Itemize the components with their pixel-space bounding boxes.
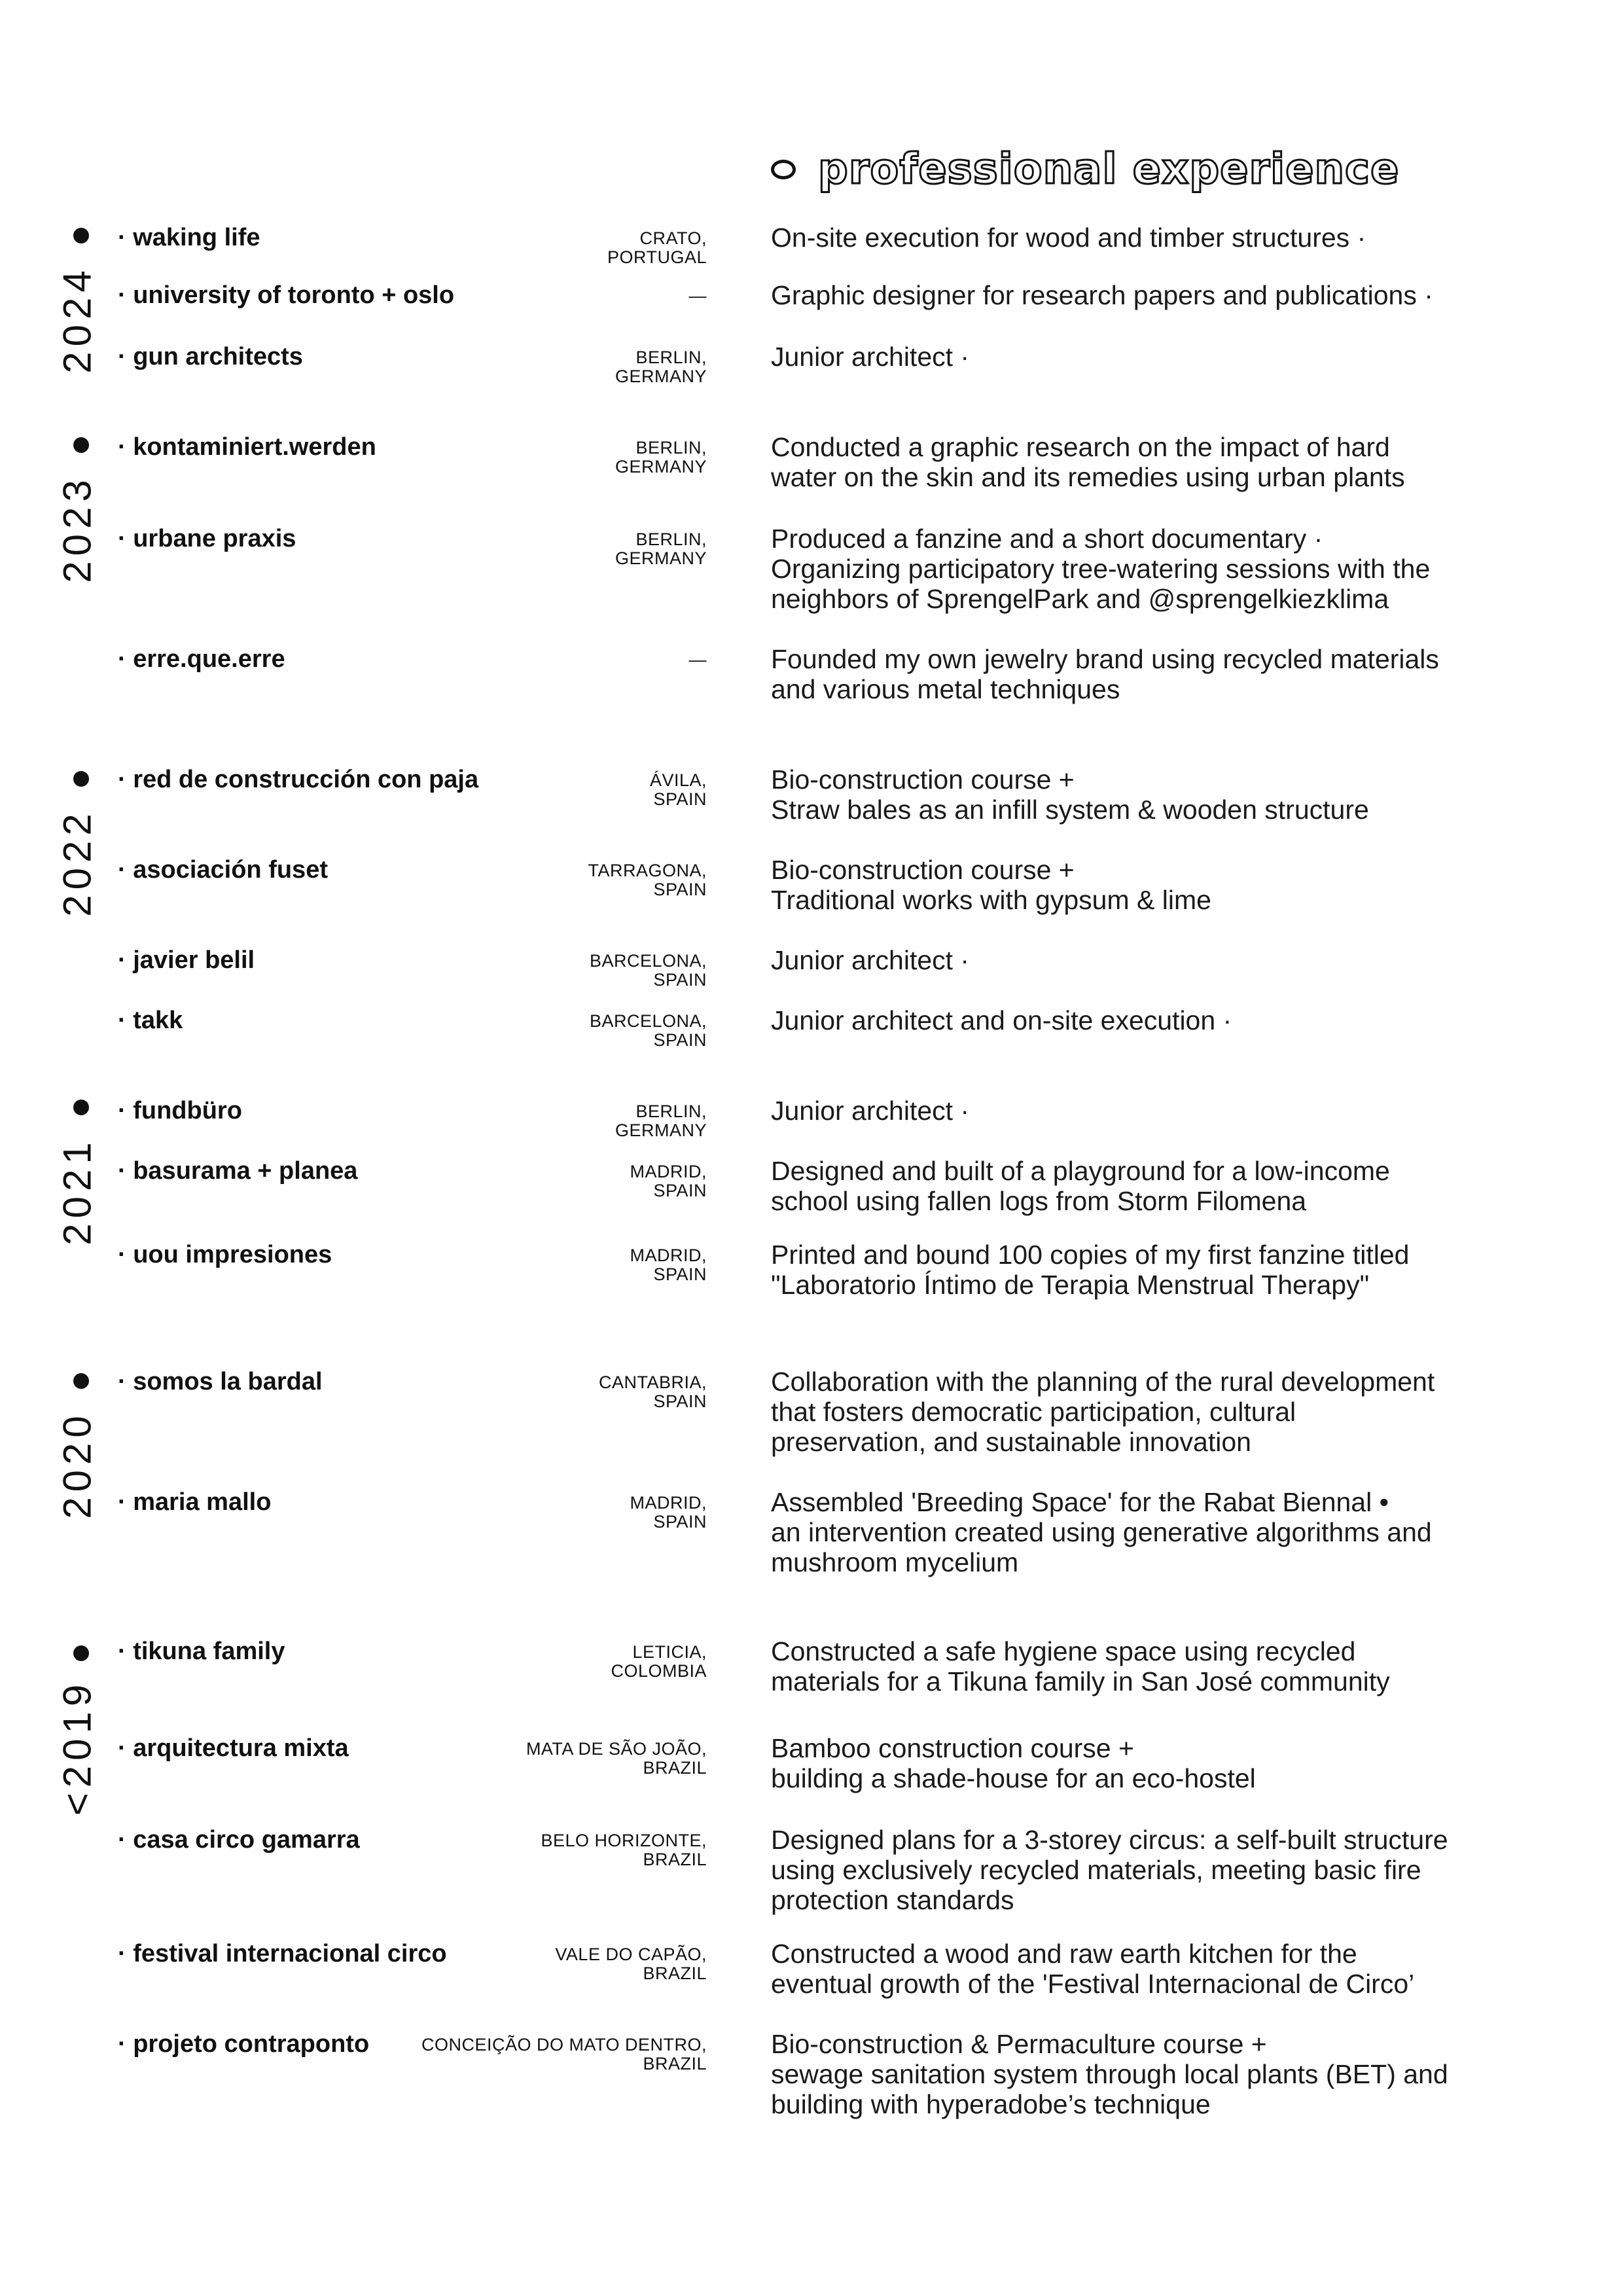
description: Constructed a safe hygiene space using recycled materials for a Tikuna family in San José community <box>771 1636 1390 1696</box>
location: BERLIN, GERMANY <box>615 348 707 386</box>
section-title: professional experience <box>818 145 1400 194</box>
description: On-site execution for wood and timber structures · <box>771 223 1366 253</box>
organization: · waking life <box>118 224 260 251</box>
organization: · gun architects <box>118 343 303 370</box>
description: Produced a fanzine and a short documentary · Organizing participatory tree-watering sessions with the neighbors of SprengelPark and @sprengelkiezklima <box>771 524 1431 614</box>
description: Printed and bound 100 copies of my first fanzine titled "Laboratorio Íntimo de Terapia Menstrual Therapy" <box>771 1240 1410 1300</box>
organization: · urbane praxis <box>118 525 296 552</box>
organization: · projeto contraponto <box>118 2030 370 2058</box>
organization: · takk <box>118 1007 183 1034</box>
description: Junior architect and on-site execution · <box>771 1005 1232 1035</box>
organization: · erre.que.erre <box>118 645 285 673</box>
location: CANTABRIA, SPAIN <box>598 1372 707 1411</box>
cv-page: professional experience 2024 2023 2022 2021 2020 <2019 · waking life CRATO, PORTUGAL On-site execution for wood and timber structures · · university of toronto + oslo — Graphic designer for research papers and publications · · gun architects BERLIN, GERMANY Junior architect · · kontaminiert.werden BERLIN, GERMANY Conducted a graphic research on the impact of hard water on the skin and its remedies using urban plants · urbane praxis BERLIN, GERMANY Produced a fanzine and a short documentary · Organizing participatory tree-watering sessions with the neighbors of SprengelPark and @sprengelkiezklima · erre.que.erre — Founded my own jewelry brand using recycled materials and various metal techniques · red de construcción con paja ÁVILA, SPAIN Bio-construction course + Straw bales as an infill system & wooden structure · asociación fuset TARRAGONA, SPAIN Bio-construction course + Traditional works with gypsum & lime · javier belil BARCELONA, SPAIN Junior architect · · takk BARCELONA, SPAIN Junior architect and on-site execution · · fundbüro BERLIN, GERMANY Junior architect · · basurama + planea MADRID, SPAIN Designed and built of a playground for a low-income school using fallen logs from Storm Filomena · uou impresiones MADRID, SPAIN Printed and bound 100 copies of my first fanzine titled "Laboratorio Íntimo de Terapia Menstrual Therapy" · somos la bardal CANTABRIA, SPAIN Collaboration with the planning of the rural development that fosters democratic participation, cultural preservation, and sustainable innovation · maria mallo MADRID, SPAIN Assembled 'Breeding Space' for the Rabat Biennal • an intervention created using generative algorithms and mushroom mycelium · tikuna family LETICIA, COLOMBIA Constructed a safe hygiene space using recycled materials for a Tikuna family in San José community · arquitectura mixta MATA DE SÃO JOÃO, BRAZIL Bamboo construction course + building a shade-house for an eco-hostel · casa circo gamarra BELO HORIZONTE, BRAZIL Designed plans for a 3-storey circus: a self-built structure using exclusively recycled materials, meeting basic fire protection standards · festival internacional circo VALE DO CAPÃO, BRAZIL Constructed a wood and raw earth kitchen for the eventual growth of the 'Festival Internacional de Circo’ · projeto contraponto CONCEIÇÃO DO MATO DENTRO, BRAZIL Bio-construction & Permaculture course + sewage sanitation system through local plants (BET) and building with hyperadobe’s technique <box>0 0 1623 2296</box>
location: MADRID, SPAIN <box>630 1246 707 1284</box>
organization: · javier belil <box>118 946 255 974</box>
location: BERLIN, GERMANY <box>615 438 707 476</box>
location: BARCELONA, SPAIN <box>589 951 707 990</box>
location: LETICIA, COLOMBIA <box>611 1642 707 1681</box>
section-heading <box>771 145 1399 194</box>
year-dot-icon <box>73 1373 89 1389</box>
description: Bamboo construction course + building a shade-house for an eco-hostel <box>771 1733 1256 1793</box>
organization: · tikuna family <box>118 1638 285 1665</box>
year-dot-icon <box>73 228 89 243</box>
description: Assembled 'Breeding Space' for the Rabat Biennal • an intervention created using generative algorithms and mushroom mycelium <box>771 1487 1432 1577</box>
description: Bio-construction course + Traditional works with gypsum & lime <box>771 855 1211 915</box>
organization: · maria mallo <box>118 1488 272 1516</box>
description: Bio-construction & Permaculture course + sewage sanitation system through local plants (BET) and building with hyperadobe’s technique <box>771 2029 1448 2119</box>
description: Collaboration with the planning of the rural development that fosters democratic participation, cultural preservation, and sustainable innovation <box>771 1367 1435 1457</box>
description: Designed and built of a playground for a low-income school using fallen logs from Storm Filomena <box>771 1156 1390 1216</box>
location: CONCEIÇÃO DO MATO DENTRO, BRAZIL <box>421 2035 707 2073</box>
description: Junior architect · <box>771 945 970 975</box>
organization: · arquitectura mixta <box>118 1734 349 1762</box>
organization: · fundbüro <box>118 1097 242 1124</box>
organization: · university of toronto + oslo <box>118 281 455 309</box>
location: BERLIN, GERMANY <box>615 1102 707 1140</box>
location: MADRID, SPAIN <box>630 1162 707 1200</box>
description: Junior architect · <box>771 1096 970 1126</box>
organization: · casa circo gamarra <box>118 1826 360 1854</box>
organization: · somos la bardal <box>118 1368 323 1395</box>
description: Constructed a wood and raw earth kitchen for the eventual growth of the 'Festival Internacional de Circo’ <box>771 1939 1415 1999</box>
year-dot-icon <box>73 1645 89 1661</box>
location: — <box>688 650 707 670</box>
location: BERLIN, GERMANY <box>615 529 707 568</box>
location: CRATO, PORTUGAL <box>607 228 707 267</box>
location: ÁVILA, SPAIN <box>649 770 707 809</box>
year-dot-icon <box>73 437 89 453</box>
location: TARRAGONA, SPAIN <box>588 861 707 899</box>
organization: · basurama + planea <box>118 1157 358 1185</box>
location: VALE DO CAPÃO, BRAZIL <box>555 1945 707 1983</box>
circle-bullet-icon <box>771 160 796 179</box>
location: — <box>688 286 707 306</box>
location: BARCELONA, SPAIN <box>589 1011 707 1050</box>
year-dot-icon <box>73 771 89 787</box>
description: Graphic designer for research papers and publications · <box>771 280 1433 310</box>
organization: · red de construcción con paja <box>118 766 479 793</box>
description: Conducted a graphic research on the impact of hard water on the skin and its remedies using urban plants <box>771 432 1405 492</box>
description: Designed plans for a 3-storey circus: a self-built structure using exclusively recycled materials, meeting basic fire protection standards <box>771 1825 1448 1915</box>
organization: · kontaminiert.werden <box>118 433 376 461</box>
organization: · uou impresiones <box>118 1241 332 1268</box>
location: MATA DE SÃO JOÃO, BRAZIL <box>526 1739 707 1778</box>
description: Junior architect · <box>771 342 970 372</box>
description: Founded my own jewelry brand using recycled materials and various metal techniques <box>771 644 1439 704</box>
location: BELO HORIZONTE, BRAZIL <box>541 1831 707 1869</box>
description: Bio-construction course + Straw bales as an infill system & wooden structure <box>771 764 1369 825</box>
organization: · asociación fuset <box>118 856 328 884</box>
location: MADRID, SPAIN <box>630 1493 707 1532</box>
organization: · festival internacional circo <box>118 1940 447 1967</box>
year-dot-icon <box>73 1100 89 1115</box>
